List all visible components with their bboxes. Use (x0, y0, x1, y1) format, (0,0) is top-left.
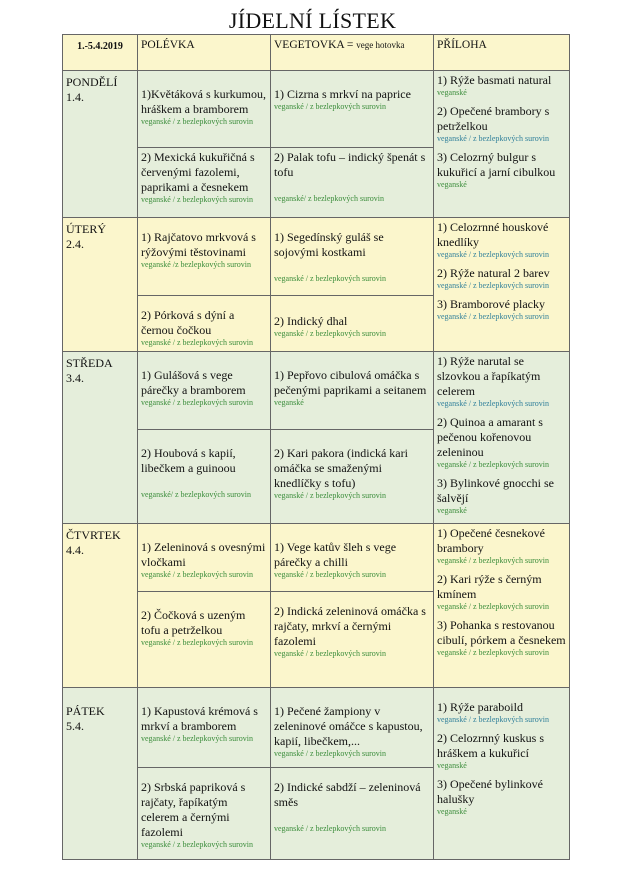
dish-name: 2) Indická zeleninová omáčka s rajčaty, mrkví a černými fazolemi (274, 604, 426, 648)
dish-name: 1) Rajčatovo mrkvová s rýžovými těstovinami (141, 230, 256, 259)
vege-cell (271, 148, 434, 218)
diet-note: veganské / z bezlepkových surovin (437, 648, 549, 657)
diet-note: veganské / z bezlepkových surovin (141, 840, 253, 849)
day-date: 2.4. (66, 237, 84, 251)
side-cell (434, 688, 570, 860)
dish-name: 3) Celozrný bulgur s kukuřicí a jarní cibulkou (437, 150, 556, 179)
diet-note: veganské/ z bezlepkových surovin (274, 194, 384, 203)
diet-note: veganské /z bezlepkových surovin (141, 260, 251, 269)
dish-name: 1) Gulášová s vege párečky a bramborem (141, 368, 246, 397)
day-cell (63, 71, 138, 218)
dish-name: 1) Pepřovo cibulová omáčka s pečenými paprikami a seitanem (274, 368, 427, 397)
diet-note: veganské (274, 398, 304, 407)
week-date: 1.-5.4.2019 (63, 35, 138, 71)
diet-note: veganské (437, 761, 467, 770)
dish-name: 2) Opečené brambory s petrželkou (437, 104, 550, 133)
vege-cell (271, 352, 434, 430)
vege-cell (271, 524, 434, 592)
dish-name: 3) Bramborové placky (437, 297, 545, 311)
diet-note: veganské / z bezlepkových surovin (274, 824, 386, 833)
diet-note: veganské / z bezlepkových surovin (437, 250, 549, 259)
diet-note: veganské / z bezlepkových surovin (141, 398, 253, 407)
dish-name: 3) Opečené bylinkové halušky (437, 777, 543, 806)
side-cell (434, 218, 570, 352)
soup-cell (138, 430, 271, 524)
diet-note: veganské / z bezlepkových surovin (141, 117, 253, 126)
day-row (63, 688, 570, 768)
diet-note: veganské / z bezlepkových surovin (274, 274, 386, 283)
dish-name: 1) Rýže basmati natural (437, 73, 552, 87)
soup-cell (138, 688, 271, 768)
day-cell (63, 218, 138, 352)
day-date: 4.4. (66, 543, 84, 557)
vege-cell (271, 218, 434, 296)
diet-note: veganské (437, 180, 467, 189)
soup-cell (138, 296, 271, 352)
day-date: 5.4. (66, 719, 84, 733)
vege-header (271, 35, 434, 71)
diet-note: veganské (437, 88, 467, 97)
dish-name: 3) Bylinkové gnocchi se šalvějí (437, 476, 554, 505)
menu-table (62, 34, 570, 860)
diet-note: veganské (437, 506, 467, 515)
diet-note: veganské / z bezlepkových surovin (437, 134, 549, 143)
dish-name: 2) Čočková s uzeným tofu a petrželkou (141, 608, 246, 637)
dish-name: 1) Celozrnné houskové knedlíky (437, 220, 549, 249)
side-cell (434, 71, 570, 218)
diet-note: veganské / z bezlepkových surovin (274, 570, 386, 579)
dish-name: 1) Zeleninová s ovesnými vločkami (141, 540, 266, 569)
vege-cell (271, 71, 434, 148)
diet-note: veganské / z bezlepkových surovin (274, 749, 386, 758)
vege-cell (271, 768, 434, 860)
dish-name: 2) Indické sabdží – zeleninová směs (274, 780, 421, 809)
diet-note: veganské/ z bezlepkových surovin (141, 490, 251, 499)
day-date: 1.4. (66, 90, 84, 104)
day-name: PONDĚLÍ (66, 75, 118, 89)
soup-cell (138, 148, 271, 218)
dish-name: 2) Houbová s kapií, libečkem a guinoou (141, 446, 236, 475)
soup-header: POLÉVKA (138, 35, 271, 71)
vege-header-note: vege hotovka (356, 40, 405, 50)
dish-name: 2) Mexická kukuřičná s červenými fazolemi, paprikami a česnekem (141, 150, 255, 194)
day-name: ČTVRTEK (66, 528, 121, 542)
dish-name: 2) Celozrnný kuskus s hráškem a kukuřicí (437, 731, 544, 760)
diet-note: veganské / z bezlepkových surovin (437, 460, 549, 469)
vege-cell (271, 592, 434, 688)
page-title: JÍDELNÍ LÍSTEK (228, 8, 397, 33)
diet-note: veganské / z bezlepkových surovin (437, 312, 549, 321)
day-row (63, 352, 570, 430)
diet-note: veganské / z bezlepkových surovin (141, 638, 253, 647)
day-row (63, 524, 570, 592)
diet-note: veganské (437, 807, 467, 816)
vege-cell (271, 688, 434, 768)
diet-note: veganské / z bezlepkových surovin (274, 102, 386, 111)
diet-note: veganské / z bezlepkových surovin (274, 649, 386, 658)
diet-note: veganské / z bezlepkových surovin (437, 281, 549, 290)
day-name: STŘEDA (66, 356, 113, 370)
vege-header-label: VEGETOVKA = (274, 39, 354, 51)
dish-name: 1) Kapustová krémová s mrkví a bramborem (141, 704, 258, 733)
day-name: ÚTERÝ (66, 222, 106, 236)
dish-name: 2) Pórková s dýní a černou čočkou (141, 308, 235, 337)
dish-name: 2) Indický dhal (274, 314, 348, 328)
diet-note: veganské / z bezlepkových surovin (437, 715, 549, 724)
diet-note: veganské / z bezlepkových surovin (274, 329, 386, 338)
dish-name: 2) Kari rýže s černým kmínem (437, 572, 542, 601)
diet-note: veganské / z bezlepkových surovin (141, 734, 253, 743)
dish-name: 2) Srbská papriková s rajčaty, řapíkatým celerem a černými fazolemi (141, 780, 246, 839)
soup-cell (138, 352, 271, 430)
side-cell (434, 352, 570, 524)
dish-name: 1) Rýže narutal se slzovkou a řapíkatým celerem (437, 354, 541, 398)
side-cell (434, 524, 570, 688)
vege-cell (271, 430, 434, 524)
soup-cell (138, 768, 271, 860)
dish-name: 2) Quinoa a amarant s pečenou kořenovou zeleninou (437, 415, 543, 459)
diet-note: veganské / z bezlepkových surovin (437, 399, 549, 408)
day-cell (63, 524, 138, 688)
dish-name: 1) Cizrna s mrkví na paprice (274, 87, 411, 101)
dish-name: 2) Rýže natural 2 barev (437, 266, 550, 280)
diet-note: veganské / z bezlepkových surovin (141, 570, 253, 579)
dish-name: 1) Pečené žampiony v zeleninové omáčce s kapustou, kapií, libečkem,... (274, 704, 423, 748)
day-row (63, 218, 570, 296)
dish-name: 1) Vege katův šleh s vege párečky a chilli (274, 540, 397, 569)
dish-name: 2) Palak tofu – indický špenát s tofu (274, 150, 426, 179)
diet-note: veganské / z bezlepkových surovin (437, 602, 549, 611)
day-cell (63, 352, 138, 524)
day-name: PÁTEK (66, 704, 105, 718)
diet-note: veganské / z bezlepkových surovin (141, 195, 253, 204)
dish-name: 1) Opečené česnekové brambory (437, 526, 545, 555)
diet-note: veganské / z bezlepkových surovin (274, 491, 386, 500)
soup-cell (138, 218, 271, 296)
dish-name: 1) Rýže paraboild (437, 700, 523, 714)
diet-note: veganské / z bezlepkových surovin (141, 338, 253, 347)
header-row (63, 35, 570, 71)
dish-name: 1) Segedínský guláš se sojovými kostkami (274, 230, 384, 259)
side-header: PŘÍLOHA (434, 35, 570, 71)
dish-name: 2) Kari pakora (indická kari omáčka se smaženými knedlíčky s tofu) (274, 446, 408, 490)
vege-cell (271, 296, 434, 352)
day-cell (63, 688, 138, 860)
day-row (63, 71, 570, 148)
dish-name: 3) Pohanka s restovanou cibulí, pórkem a česnekem (437, 618, 566, 647)
soup-cell (138, 524, 271, 592)
day-date: 3.4. (66, 371, 84, 385)
diet-note: veganské / z bezlepkových surovin (437, 556, 549, 565)
dish-name: 1)Květáková s kurkumou, hráškem a bramborem (141, 87, 266, 116)
soup-cell (138, 71, 271, 148)
soup-cell (138, 592, 271, 688)
